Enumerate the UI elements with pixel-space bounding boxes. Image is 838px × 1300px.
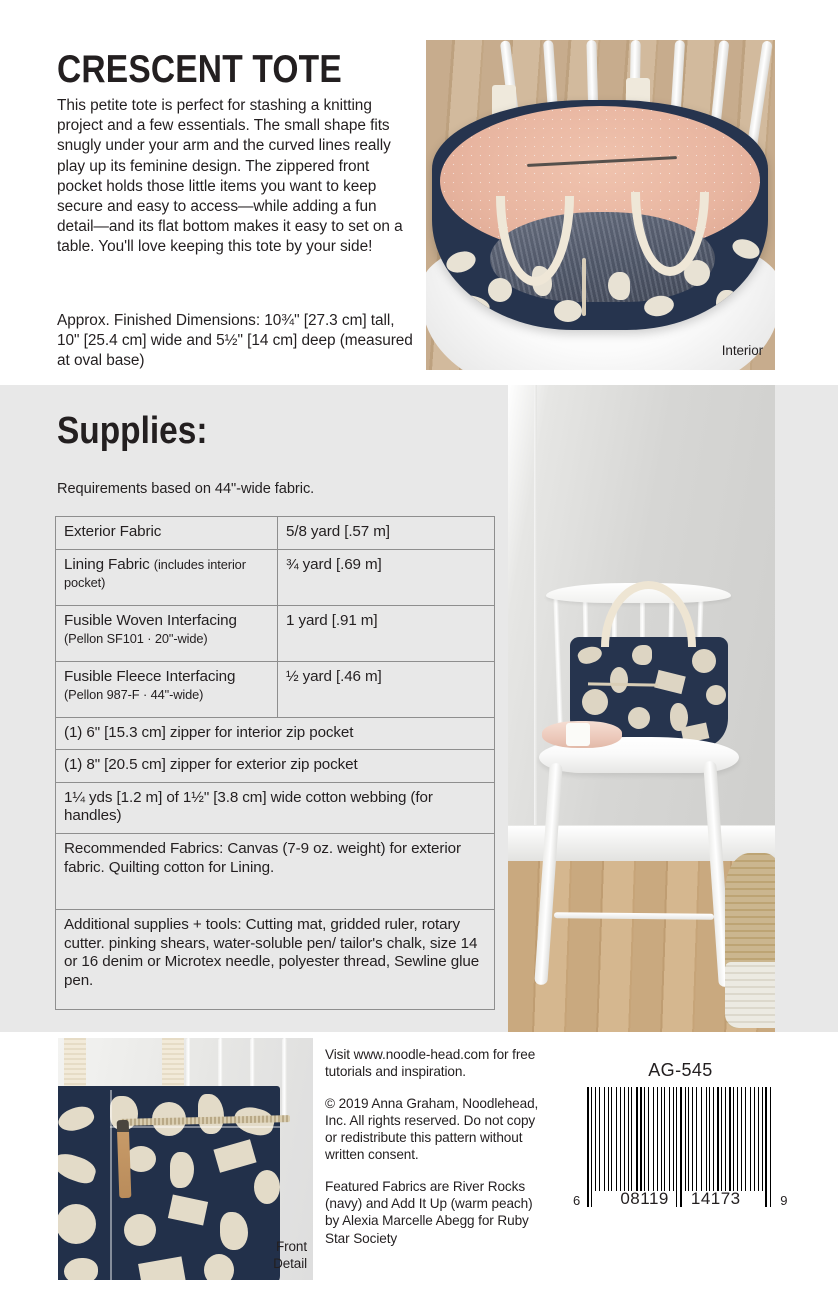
supplies-section bbox=[0, 385, 838, 1032]
supply-label bbox=[56, 517, 278, 550]
supply-label-note: (Pellon 987-F · 44"-wide) bbox=[64, 687, 204, 703]
photo-front-detail bbox=[58, 1038, 313, 1280]
top-section bbox=[0, 0, 838, 385]
supply-label-text: Fusible Woven Interfacing bbox=[64, 611, 237, 629]
barcode-block bbox=[573, 1060, 788, 1207]
photo-interior-view bbox=[426, 40, 775, 370]
supply-value: 5/8 yard [.57 m] bbox=[278, 517, 495, 550]
page-title: CRESCENT TOTE bbox=[57, 48, 342, 91]
copyright-line: © 2019 Anna Graham, Noodlehead, Inc. All rights reserved. Do not copy or redistribute this pattern without written consent. bbox=[325, 1095, 539, 1163]
caption-front-detail bbox=[273, 1239, 307, 1272]
supply-value: ½ yard [.46 m] bbox=[278, 661, 495, 717]
table-row bbox=[56, 549, 495, 605]
supplies-subheading: Requirements based on 44"-wide fabric. bbox=[57, 481, 315, 497]
table-row bbox=[56, 717, 495, 750]
supply-note: (1) 6" [15.3 cm] zipper for interior zip pocket bbox=[56, 717, 495, 750]
supply-label bbox=[56, 605, 278, 661]
photo-styled-room bbox=[508, 385, 775, 1032]
supplies-heading: Supplies: bbox=[57, 410, 208, 452]
exterior-zip-pocket bbox=[582, 258, 586, 316]
woven-basket bbox=[725, 853, 775, 1028]
caption-line-1: Front bbox=[275, 1239, 307, 1254]
wall-corner bbox=[534, 385, 537, 855]
pocket-seam bbox=[110, 1090, 112, 1280]
barcode-middle-digits bbox=[620, 1189, 740, 1209]
supply-value: ¾ yard [.69 m] bbox=[278, 549, 495, 605]
supply-label bbox=[56, 549, 278, 605]
sku-code: AG-545 bbox=[648, 1060, 713, 1080]
supply-label-text: Fusible Fleece Interfacing bbox=[64, 667, 236, 685]
supply-label-text: Lining Fabric bbox=[64, 555, 154, 573]
webbing-handle-left bbox=[64, 1038, 86, 1088]
webbing-handle-right bbox=[162, 1038, 184, 1088]
table-row bbox=[56, 605, 495, 661]
barcode-digits bbox=[573, 1189, 788, 1209]
barcode-graphic bbox=[573, 1087, 788, 1207]
recommended-fabrics: Recommended Fabrics: Canvas (7-9 oz. weight) for exterior fabric. Quilting cotton for Lining. bbox=[56, 833, 495, 909]
table-row bbox=[56, 909, 495, 1009]
website-line: Visit www.noodle-head.com for free tutorials and inspiration. bbox=[325, 1047, 536, 1080]
supply-label-note: (Pellon SF101 · 20"-wide) bbox=[64, 631, 208, 647]
product-description: This petite tote is perfect for stashing a knitting project and a few essentials. The small shape fits snugly under your arm and the curved lines really play up its feminine design. The zippered front pocket holds those little items you want to keep secure and easy to access—while adding a fun detail—and its flat bottom makes it easy to set on a table. You'll love keeping this tote by your side! bbox=[57, 97, 403, 256]
supply-label bbox=[56, 661, 278, 717]
supply-value: 1 yard [.91 m] bbox=[278, 605, 495, 661]
supply-note: 1¼ yds [1.2 m] of 1½" [3.8 cm] wide cotton webbing (for handles) bbox=[56, 782, 495, 833]
barcode-left-digit: 6 bbox=[573, 1193, 581, 1208]
caption-line-2: Detail bbox=[273, 1255, 307, 1271]
table-row bbox=[56, 833, 495, 909]
footer-copy bbox=[325, 1046, 547, 1247]
table-row bbox=[56, 661, 495, 717]
top-seam bbox=[110, 1126, 280, 1128]
table-row bbox=[56, 517, 495, 550]
supply-note: (1) 8" [20.5 cm] zipper for exterior zip pocket bbox=[56, 750, 495, 783]
yarn-label-band bbox=[566, 723, 590, 746]
featured-fabrics-line: Featured Fabrics are River Rocks (navy) and Add It Up (warm peach) by Alexia Marcelle Abegg for Ruby Star Society bbox=[325, 1178, 533, 1246]
additional-supplies: Additional supplies + tools: Cutting mat, gridded ruler, rotary cutter. pinking shears, water-soluble pen/ tailor's chalk, size 14 or 16 denim or Microtex needle, polyester thread, Sewline glue pen. bbox=[56, 909, 495, 1009]
table-row bbox=[56, 782, 495, 833]
finished-dimensions: Approx. Finished Dimensions: 10¾" [27.3 cm] tall, 10" [25.4 cm] wide and 5½" [14 cm] deep (measured at oval base) bbox=[57, 312, 413, 370]
caption-interior: Interior bbox=[721, 343, 763, 358]
barcode-right-digit: 9 bbox=[780, 1193, 788, 1208]
barcode-group-2: 14173 bbox=[690, 1189, 741, 1208]
supply-label-note: (includes interior pocket) bbox=[64, 556, 246, 591]
supply-label-text: Exterior Fabric bbox=[64, 523, 162, 540]
footer-section bbox=[0, 1032, 838, 1300]
supplies-table bbox=[55, 516, 495, 1010]
tote-bag-interior bbox=[432, 100, 768, 330]
barcode-group-1: 08119 bbox=[620, 1189, 669, 1208]
table-row bbox=[56, 750, 495, 783]
